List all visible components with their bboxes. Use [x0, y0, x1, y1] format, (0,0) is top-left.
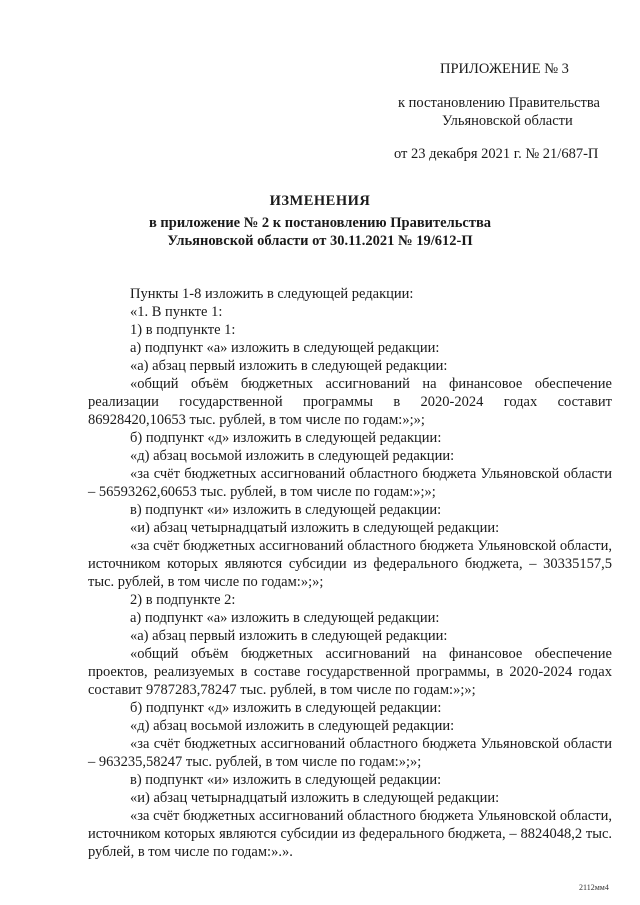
- paragraph: б) подпункт «д» изложить в следующей редакции:: [130, 700, 442, 716]
- paragraph: а) подпункт «а» изложить в следующей редакции:: [130, 610, 440, 626]
- paragraph: «а) абзац первый изложить в следующей редакции:: [130, 628, 448, 644]
- document-title: ИЗМЕНЕНИЯ: [269, 193, 371, 209]
- document-subtitle-line1: в приложение № 2 к постановлению Правительства: [148, 215, 492, 231]
- appendix-number: ПРИЛОЖЕНИЕ № 3: [440, 61, 569, 77]
- paragraph: «1. В пункте 1:: [130, 304, 223, 320]
- region-name: Ульяновской области: [442, 113, 573, 129]
- paragraph: «за счёт бюджетных ассигнований областного бюджета Ульяновской области – 56593262,60653 тыс. рублей, в том числе по годам:»;»;: [88, 466, 612, 500]
- paragraph: «за счёт бюджетных ассигнований областного бюджета Ульяновской области, источником которых являются субсидии из федерального бюджета, – 8824048,2 тыс. рублей, в том числе по годам:».».: [88, 808, 612, 860]
- paragraph: «а) абзац первый изложить в следующей редакции:: [130, 358, 448, 374]
- paragraph: б) подпункт «д» изложить в следующей редакции:: [130, 430, 442, 446]
- paragraph: Пункты 1-8 изложить в следующей редакции:: [130, 286, 414, 302]
- decree-date-number: от 23 декабря 2021 г. № 21/687-П: [394, 146, 599, 162]
- paragraph: «общий объём бюджетных ассигнований на финансовое обеспечение проектов, реализуемых в составе государственной программы, в 2020-2024 годах составит 9787283,78247 тыс. рублей, в том числе по годам:»;»;: [88, 646, 612, 698]
- paragraph: «общий объём бюджетных ассигнований на финансовое обеспечение реализации государственной программы в 2020-2024 годах составит 86928420,10653 тыс. рублей, в том числе по годам:»;»;: [88, 376, 612, 428]
- document-subtitle-line2: Ульяновской области от 30.11.2021 № 19/612-П: [167, 233, 473, 249]
- footer-code: 2112мм4: [579, 883, 609, 892]
- paragraph: «д) абзац восьмой изложить в следующей редакции:: [130, 718, 455, 734]
- paragraph: «д) абзац восьмой изложить в следующей редакции:: [130, 448, 455, 464]
- paragraph: в) подпункт «и» изложить в следующей редакции:: [130, 502, 442, 518]
- paragraph: в) подпункт «и» изложить в следующей редакции:: [130, 772, 442, 788]
- document-body: [88, 285, 612, 861]
- paragraph: «за счёт бюджетных ассигнований областного бюджета Ульяновской области, источником которых являются субсидии из федерального бюджета, – 30335157,5 тыс. рублей, в том числе по годам:»;»;: [88, 538, 612, 590]
- paragraph: «за счёт бюджетных ассигнований областного бюджета Ульяновской области – 963235,58247 тыс. рублей, в том числе по годам:»;»;: [88, 736, 612, 770]
- paragraph: «и) абзац четырнадцатый изложить в следующей редакции:: [130, 520, 500, 536]
- paragraph: а) подпункт «а» изложить в следующей редакции:: [130, 340, 440, 356]
- paragraph: «и) абзац четырнадцатый изложить в следующей редакции:: [130, 790, 500, 806]
- decree-reference: к постановлению Правительства: [398, 95, 600, 111]
- paragraph: 2) в подпункте 2:: [130, 592, 236, 608]
- paragraph: 1) в подпункте 1:: [130, 322, 236, 338]
